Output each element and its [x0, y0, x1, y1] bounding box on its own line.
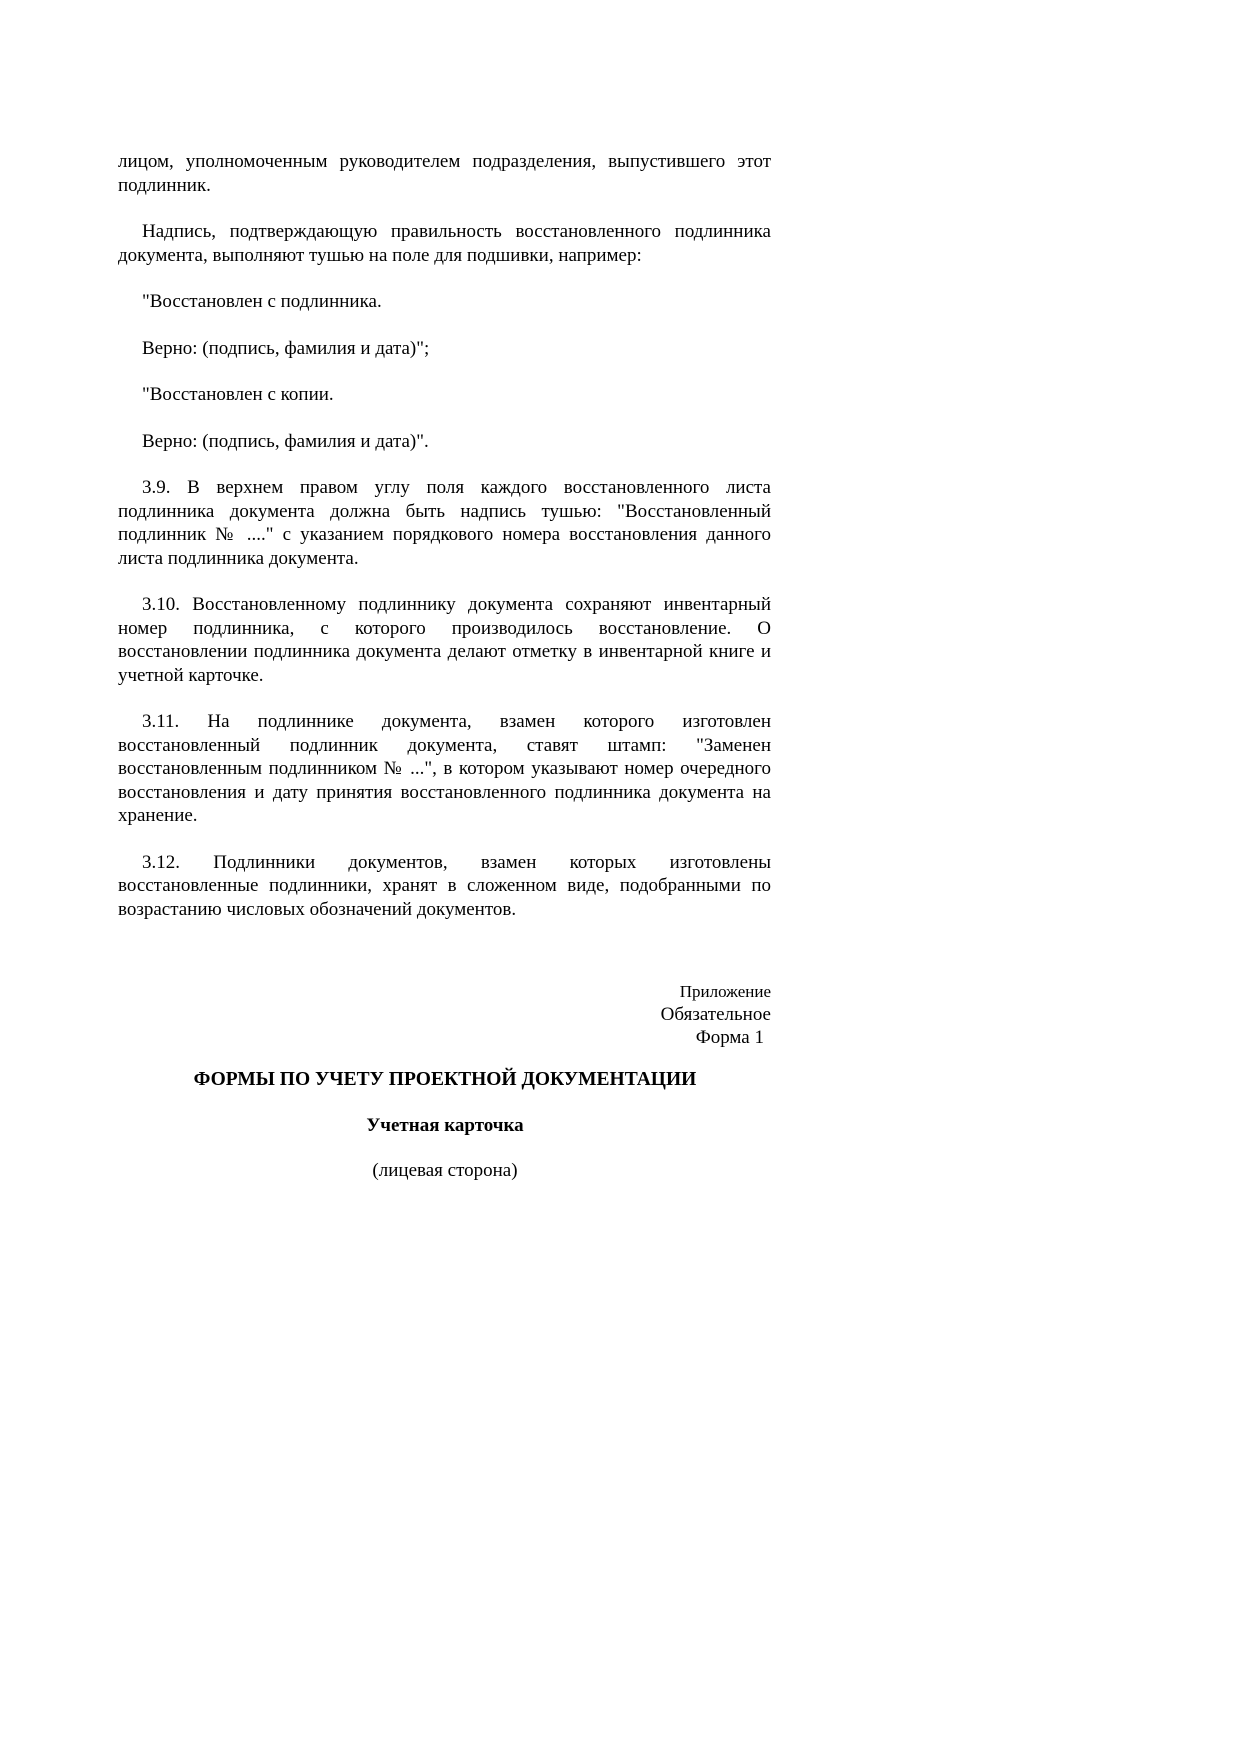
card-side-caption: (лицевая сторона) — [372, 1160, 518, 1181]
card-title: Учетная карточка — [366, 1115, 524, 1136]
appendix-status: Обязательное — [660, 1004, 771, 1025]
paragraph-continuation: лицом, уполномоченным руководителем подразделения, выпустившего этот подлинник. — [118, 151, 771, 196]
document-body — [118, 150, 771, 944]
paragraph-example-signature-2: Верно: (подпись, фамилия и дата)". — [142, 430, 429, 452]
appendix-block — [661, 980, 771, 1049]
section-heading: ФОРМЫ ПО УЧЕТУ ПРОЕКТНОЙ ДОКУМЕНТАЦИИ — [193, 1069, 697, 1090]
paragraph-example-signature-1: Верно: (подпись, фамилия и дата)"; — [142, 337, 430, 359]
paragraph-example-original: "Восстановлен с подлинника. — [142, 291, 382, 312]
paragraph-3-9: 3.9. В верхнем правом углу поля каждого восстановленного листа подлинника документа должна быть надпись тушью: "Восстановленный подлинник № ...." с указанием порядкового номера восстановления данного листа подлинника документа. — [118, 477, 771, 569]
paragraph-inscription: Надпись, подтверждающую правильность восстановленного подлинника документа, выполняют тушью на поле для подшивки, например: — [118, 221, 771, 266]
paragraph-3-10: 3.10. Восстановленному подлиннику документа сохраняют инвентарный номер подлинника, с которого производилось восстановление. О восстановлении подлинника документа делают отметку в инвентарной книге и учетной карточке. — [118, 594, 771, 686]
form-number: Форма 1 — [695, 1027, 764, 1048]
paragraph-example-copy: "Восстановлен с копии. — [142, 384, 334, 405]
paragraph-3-12: 3.12. Подлинники документов, взамен которых изготовлены восстановленные подлинники, хранят в сложенном виде, подобранными по возрастанию числовых обозначений документов. — [118, 851, 771, 920]
appendix-label: Приложение — [679, 982, 771, 1001]
paragraph-3-11: 3.11. На подлиннике документа, взамен которого изготовлен восстановленный подлинник документа, ставят штамп: "Заменен восстановленным подлинником № ...", в котором указывают номер очередного восстановления и дату принятия восстановленного подлинника документа на хранение. — [118, 711, 771, 826]
